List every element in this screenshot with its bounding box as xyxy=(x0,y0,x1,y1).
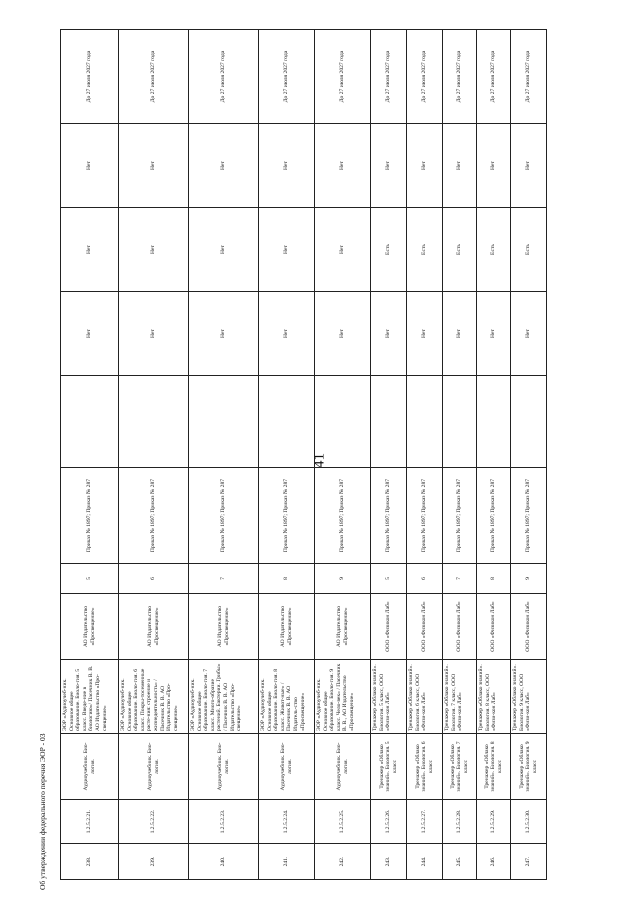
cell-flag-1: Нет xyxy=(407,292,443,376)
order-ref: Приказ № 1897; Приказ № 287 xyxy=(443,468,477,564)
resource-description: Тренажер «Облако знаний». Биология. 5 класс, ООО «Физи-кон Лаб» xyxy=(371,660,407,734)
page-number: 41 xyxy=(311,453,328,468)
table-row xyxy=(259,30,315,880)
cell-flag-1: Нет xyxy=(443,292,477,376)
publisher: ООО «Физикон Лаб» xyxy=(477,594,511,660)
resource-description: ЭОР «Аудиоучеб-ник. Основное общее образование. Биоло-гия. 7 класс. Много-образие растений. Бактерии. Грибы» / Пасечник В. В. АО Издательство «Про-свещение» xyxy=(189,660,259,734)
order-ref: Приказ № 1897; Приказ № 287 xyxy=(477,468,511,564)
row-code: 1.2.5.2.25. xyxy=(315,800,371,844)
validity-term: До 27 июля 2027 года xyxy=(189,30,259,124)
row-code: 1.2.5.2.28. xyxy=(443,800,477,844)
cell-flag-2: Есть xyxy=(371,208,407,292)
cell-flag-3: Нет xyxy=(189,124,259,208)
row-code: 1.2.5.2.21. xyxy=(61,800,119,844)
resource-description: Тренажер «Облако знаний». Биология. 7 класс, ООО «Физи-кон Лаб» xyxy=(443,660,477,734)
validity-term: До 27 июля 2027 года xyxy=(61,30,119,124)
row-code: 1.2.5.2.29. xyxy=(477,800,511,844)
resource-description: ЭОР «Аудиоучеб-ник. Основное общее образование. Биоло-гия. 5 класс. Введе-ние в биологию»/ Пасечник В. В. АО Издательство «Про-свещение» xyxy=(61,660,119,734)
row-code: 1.2.5.2.27. xyxy=(407,800,443,844)
cell-flag-3: Нет xyxy=(61,124,119,208)
validity-term: До 27 июля 2027 года xyxy=(407,30,443,124)
eor-table xyxy=(60,29,547,880)
resource-description: ЭОР «Аудиоучеб-ник. Основное общее образование. Биоло-гия. 8 класс. Живот-ные» / Пасечник В. В. АО Издатель-ство «Просвещение» xyxy=(259,660,315,734)
grade: 9 xyxy=(511,564,547,594)
resource-name: Тренажер «Облако знаний». Биология. 9 класс xyxy=(511,734,547,800)
row-number: 245. xyxy=(443,844,477,880)
publisher: АО Издательство «Просвещение» xyxy=(119,594,189,660)
validity-term: До 27 июля 2027 года xyxy=(511,30,547,124)
publisher: ООО «Физикон Лаб» xyxy=(443,594,477,660)
resource-name: Аудиоучебник. Био-логия. xyxy=(189,734,259,800)
grade: 8 xyxy=(259,564,315,594)
cell-flag-1: Нет xyxy=(61,292,119,376)
cell-flag-3: Нет xyxy=(443,124,477,208)
validity-term: До 27 июля 2027 года xyxy=(315,30,371,124)
cell-flag-2: Есть xyxy=(477,208,511,292)
publisher: АО Издательство «Просвещение» xyxy=(259,594,315,660)
extra-cell xyxy=(119,376,189,468)
cell-flag-3: Нет xyxy=(477,124,511,208)
resource-name: Тренажер «Облако знаний». Биология. 7 класс xyxy=(443,734,477,800)
validity-term: До 27 июля 2027 года xyxy=(259,30,315,124)
resource-description: Тренажер «Облако знаний». Биология. 6 класс, ООО «Физи-кон Лаб» xyxy=(407,660,443,734)
table-row xyxy=(371,30,407,880)
row-code: 1.2.5.2.22. xyxy=(119,800,189,844)
row-number: 240. xyxy=(189,844,259,880)
cell-flag-2: Нет xyxy=(189,208,259,292)
resource-name: Аудиоучебник. Био-логия. xyxy=(61,734,119,800)
grade: 6 xyxy=(407,564,443,594)
rotated-table-page xyxy=(60,30,592,880)
row-number: 244. xyxy=(407,844,443,880)
row-number: 247. xyxy=(511,844,547,880)
row-code: 1.2.5.2.26. xyxy=(371,800,407,844)
table-row xyxy=(407,30,443,880)
grade: 8 xyxy=(477,564,511,594)
order-ref: Приказ № 1897; Приказ № 287 xyxy=(315,468,371,564)
cell-flag-1: Нет xyxy=(315,292,371,376)
extra-cell xyxy=(189,376,259,468)
row-number: 246. xyxy=(477,844,511,880)
extra-cell xyxy=(477,376,511,468)
order-ref: Приказ № 1897; Приказ № 287 xyxy=(119,468,189,564)
validity-term: До 27 июля 2027 года xyxy=(371,30,407,124)
order-ref: Приказ № 1897; Приказ № 287 xyxy=(371,468,407,564)
order-ref: Приказ № 1897; Приказ № 287 xyxy=(189,468,259,564)
resource-name: Тренажер «Облако знаний». Биология. 8 класс xyxy=(477,734,511,800)
cell-flag-3: Нет xyxy=(407,124,443,208)
resource-name: Аудиоучебник. Био-логия. xyxy=(119,734,189,800)
resource-description: ЭОР «Аудиоучеб-ник. Основное общее образование. Биоло-гия. 9 класс. Чело-век» / Пасечник В. В., АО Издательство «Просвещение» xyxy=(315,660,371,734)
grade: 9 xyxy=(315,564,371,594)
cell-flag-1: Нет xyxy=(119,292,189,376)
extra-cell xyxy=(61,376,119,468)
cell-flag-1: Нет xyxy=(511,292,547,376)
publisher: АО Издательство «Просвещение» xyxy=(61,594,119,660)
cell-flag-1: Нет xyxy=(371,292,407,376)
order-ref: Приказ № 1897; Приказ № 287 xyxy=(407,468,443,564)
publisher: ООО «Физикон Лаб» xyxy=(407,594,443,660)
order-ref: Приказ № 1897; Приказ № 287 xyxy=(61,468,119,564)
grade: 7 xyxy=(189,564,259,594)
row-number: 242. xyxy=(315,844,371,880)
resource-name: Тренажер «Облако знаний». Биология. 6 класс xyxy=(407,734,443,800)
publisher: ООО «Физикон Лаб» xyxy=(371,594,407,660)
resource-name: Тренажер «Облако знаний». Биология. 5 класс xyxy=(371,734,407,800)
order-ref: Приказ № 1897; Приказ № 287 xyxy=(511,468,547,564)
row-number: 243. xyxy=(371,844,407,880)
cell-flag-1: Нет xyxy=(477,292,511,376)
cell-flag-3: Нет xyxy=(371,124,407,208)
cell-flag-2: Нет xyxy=(119,208,189,292)
footer-note: Об утверждении федерального перечня ЭОР - 03 xyxy=(38,733,47,890)
validity-term: До 27 июля 2027 года xyxy=(119,30,189,124)
resource-name: Аудиоучебник. Био-логия. xyxy=(315,734,371,800)
cell-flag-1: Нет xyxy=(259,292,315,376)
extra-cell xyxy=(407,376,443,468)
order-ref: Приказ № 1897; Приказ № 287 xyxy=(259,468,315,564)
resource-description: Тренажер «Облако знаний». Биология. 9 класс, ООО «Физи-кон Лаб» xyxy=(511,660,547,734)
cell-flag-3: Нет xyxy=(119,124,189,208)
cell-flag-3: Нет xyxy=(259,124,315,208)
cell-flag-2: Нет xyxy=(259,208,315,292)
extra-cell xyxy=(315,376,371,468)
publisher: АО Издательство «Просвещение» xyxy=(189,594,259,660)
resource-description: ЭОР «Аудиоучеб-ник. Основное общее образование. Биоло-гия. 6 класс. Покры-тосеменные расте-ния: строение и жизнедеятельность» / Пасечник В. В. АО Издательство «Про-свещение» xyxy=(119,660,189,734)
grade: 5 xyxy=(371,564,407,594)
row-number: 238. xyxy=(61,844,119,880)
table-row xyxy=(477,30,511,880)
row-number: 239. xyxy=(119,844,189,880)
cell-flag-2: Нет xyxy=(61,208,119,292)
publisher: АО Издательство «Просвещение» xyxy=(315,594,371,660)
cell-flag-3: Нет xyxy=(511,124,547,208)
cell-flag-2: Есть xyxy=(407,208,443,292)
resource-name: Аудиоучебник. Био-логия. xyxy=(259,734,315,800)
cell-flag-2: Есть xyxy=(511,208,547,292)
publisher: ООО «Физикон Лаб» xyxy=(511,594,547,660)
row-code: 1.2.5.2.23. xyxy=(189,800,259,844)
cell-flag-3: Нет xyxy=(315,124,371,208)
row-number: 241. xyxy=(259,844,315,880)
extra-cell xyxy=(259,376,315,468)
extra-cell xyxy=(443,376,477,468)
table-row xyxy=(61,30,119,880)
table-row xyxy=(119,30,189,880)
grade: 5 xyxy=(61,564,119,594)
table-row xyxy=(315,30,371,880)
row-code: 1.2.5.2.30. xyxy=(511,800,547,844)
cell-flag-1: Нет xyxy=(189,292,259,376)
table-row xyxy=(189,30,259,880)
extra-cell xyxy=(371,376,407,468)
table-row xyxy=(443,30,477,880)
extra-cell xyxy=(511,376,547,468)
row-code: 1.2.5.2.24. xyxy=(259,800,315,844)
validity-term: До 27 июля 2027 года xyxy=(443,30,477,124)
resource-description: Тренажер «Облако знаний». Биология. 8 класс, ООО «Физи-кон Лаб» xyxy=(477,660,511,734)
validity-term: До 27 июля 2027 года xyxy=(477,30,511,124)
table-row xyxy=(511,30,547,880)
grade: 7 xyxy=(443,564,477,594)
cell-flag-2: Нет xyxy=(315,208,371,292)
cell-flag-2: Есть xyxy=(443,208,477,292)
grade: 6 xyxy=(119,564,189,594)
